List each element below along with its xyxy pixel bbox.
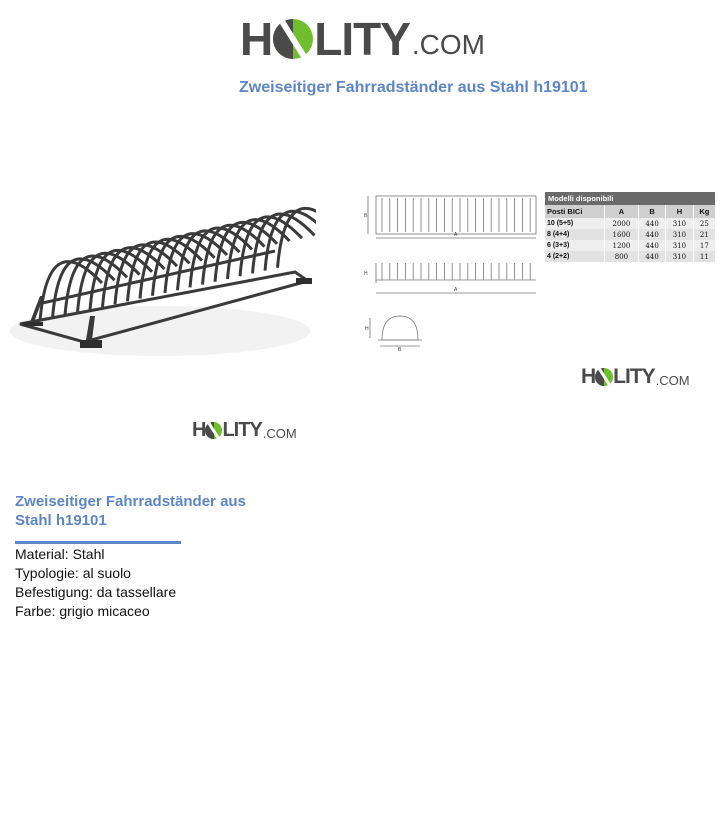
table-cell: 310: [666, 251, 693, 262]
logo-domain: .COM: [655, 372, 690, 388]
dim-label-b: B: [364, 213, 368, 219]
logo-letter-h: H: [240, 13, 273, 65]
table-cell: 25: [693, 218, 715, 229]
table-cell: 10 (5+5): [545, 218, 604, 229]
table-cell: 21: [693, 229, 715, 240]
spec-type: Typologie: al suolo: [15, 565, 131, 581]
table-cell: 1200: [604, 240, 638, 251]
table-row: [545, 218, 716, 229]
logo-letter-h: H: [192, 418, 206, 441]
table-cell: 800: [604, 251, 638, 262]
spec-list: [15, 545, 176, 621]
logo-circle-icon: [273, 19, 313, 59]
logo-letters: LITY: [613, 365, 655, 388]
dim-label-h-end: H: [365, 326, 369, 332]
brand-logo[interactable]: [240, 12, 485, 66]
page-title: Zweiseitiger Fahrradständer aus Stahl h19101: [239, 79, 588, 96]
spec-material: Material: Stahl: [15, 546, 105, 562]
logo-letters: LITY: [314, 13, 410, 65]
logo-domain: .COM: [411, 29, 486, 60]
table-cell: 11: [693, 251, 715, 262]
table-cell: 4 (2+2): [545, 251, 604, 262]
spec-fixing: Befestigung: da tassellare: [15, 584, 177, 600]
col-header: H: [666, 205, 693, 218]
table-cell: 440: [638, 240, 665, 251]
technical-drawings: [362, 188, 542, 353]
logo-domain: .COM: [262, 425, 297, 441]
table-cell: 8 (4+4): [545, 229, 604, 240]
table-cell: 310: [666, 229, 693, 240]
table-cell: 2000: [604, 218, 638, 229]
table-cell: 6 (3+3): [545, 240, 604, 251]
table-cell: 440: [638, 251, 665, 262]
table-row: [545, 229, 716, 240]
models-table: [545, 192, 716, 262]
table-cell: 440: [638, 218, 665, 229]
logo-circle-icon: [595, 368, 613, 386]
col-header: B: [638, 205, 665, 218]
logo-letters: LITY: [222, 418, 262, 441]
col-header: A: [604, 205, 638, 218]
spec-color: Farbe: grigio micaceo: [15, 603, 150, 619]
table-cell: 440: [638, 229, 665, 240]
brand-logo-small: [581, 365, 690, 389]
logo-letter-h: H: [581, 365, 596, 388]
table-row: [545, 240, 716, 251]
col-header: Posti BICi: [545, 205, 604, 218]
table-cell: 17: [693, 240, 715, 251]
col-header: Kg: [693, 205, 715, 218]
logo-circle-icon: [205, 422, 222, 439]
dim-label-a-side: A: [454, 287, 458, 293]
product-title: Zweiseitiger Fahrradständer aus Stahl h19101: [15, 493, 246, 529]
table-row: [545, 251, 716, 262]
brand-logo-watermark: [192, 419, 297, 441]
table-cell: 310: [666, 240, 693, 251]
dim-label-a: A: [454, 232, 458, 238]
title-divider: [15, 541, 181, 544]
product-photo: [10, 196, 316, 366]
dim-label-h: H: [364, 271, 368, 277]
dim-label-b-end: B: [398, 347, 402, 353]
table-cell: 310: [666, 218, 693, 229]
table-cell: 1600: [604, 229, 638, 240]
table-caption: Modelli disponibili: [545, 192, 716, 205]
